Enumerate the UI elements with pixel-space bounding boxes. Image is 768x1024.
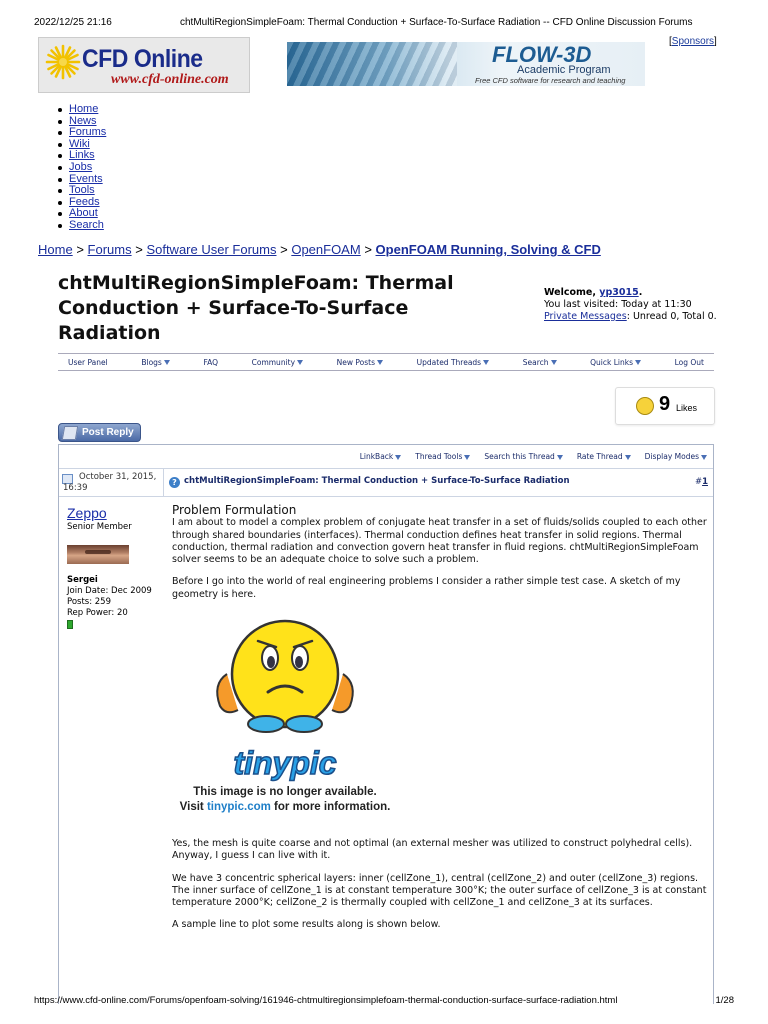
- post-paragraph: Before I go into the world of real engineering problems I consider a rather simple test case. A sketch of my geometry is here.: [172, 576, 681, 600]
- menu-label: Quick Links: [590, 357, 633, 367]
- sponsors-link[interactable]: Sponsors: [671, 36, 715, 47]
- nav-item: [56, 220, 106, 232]
- menu-blogs[interactable]: [141, 358, 170, 367]
- nav-search[interactable]: Search: [69, 218, 104, 231]
- menu-user-panel[interactable]: [68, 358, 108, 367]
- post-paragraph: I am about to model a complex problem of conjugate heat transfer in a set of fluids/solids coupled to each other through shared boundaries (interfaces). Thermal conduction defines heat transfer in solid regions. Thermal conduction, thermal radiation and convection govern heat transfer in fluid regions. chtMultiRegionSimpleFoam solver seems to be an adequate choice to solve such a problem.: [172, 517, 707, 566]
- chevron-down-icon: [377, 360, 383, 365]
- welcome-box: [544, 287, 717, 323]
- user-join-date: Join Date: Dec 2009: [67, 586, 152, 596]
- toolbar-rate-thread[interactable]: [577, 452, 631, 461]
- private-messages-link[interactable]: Private Messages: [544, 311, 627, 322]
- crumb-home[interactable]: Home: [38, 242, 73, 257]
- chevron-down-icon: [557, 455, 563, 460]
- menu-community[interactable]: [252, 358, 303, 367]
- toolbar-thread-tools[interactable]: [415, 452, 470, 461]
- post-paragraph: We have 3 concentric spherical layers: inner (cellZone_1), central (cellZone_2) and outer (cellZone_3) regions. The inner surface of cellZone_1 is at constant temperature 300°K; the outer surface of cellZone_3 is at constant temperature 2000°K; cellZone_2 is thermally coupled with cellZone_1 and cellZone_3 at its surfaces.: [172, 872, 707, 909]
- user-posts: Posts: 259: [67, 597, 112, 607]
- sun-icon: [45, 44, 81, 80]
- sponsors-close: ]: [714, 36, 717, 47]
- sponsors: [669, 36, 717, 47]
- nav-wiki[interactable]: Wiki: [69, 137, 90, 150]
- nav-feeds[interactable]: Feeds: [69, 195, 100, 208]
- nav-tools[interactable]: Tools: [69, 184, 95, 197]
- pm-line: [544, 311, 717, 323]
- toolbar-linkback[interactable]: [360, 452, 402, 461]
- post-reply-button[interactable]: [58, 423, 141, 442]
- post-number[interactable]: [695, 477, 708, 487]
- print-header: [34, 17, 726, 31]
- crumb-current[interactable]: OpenFOAM Running, Solving & CFD: [375, 242, 601, 257]
- crumb-sep: >: [76, 242, 84, 257]
- cfd-online-logo[interactable]: [38, 37, 250, 93]
- user-realname: Sergei: [67, 575, 98, 585]
- chevron-down-icon: [164, 360, 170, 365]
- nav-news[interactable]: News: [69, 114, 97, 127]
- print-title: chtMultiRegionSimpleFoam: Thermal Conduction + Surface-To-Surface Radiation -- CFD Online Discussion Forums: [180, 17, 693, 28]
- divider: [163, 469, 164, 496]
- sponsors-open: [: [669, 36, 672, 47]
- print-footer: [34, 995, 734, 1009]
- last-visited: You last visited: Today at 11:30: [544, 299, 692, 310]
- crumb-openfoam[interactable]: OpenFOAM: [291, 242, 361, 257]
- banner-title: FLOW-3D: [492, 42, 592, 67]
- nav-about[interactable]: About: [69, 207, 98, 220]
- menu-label: Log Out: [674, 357, 704, 367]
- image-caption: This image is no longer available.: [193, 786, 377, 798]
- menu-label: Updated Threads: [416, 357, 482, 367]
- crumb-sep: >: [135, 242, 143, 257]
- breadcrumb: [38, 242, 601, 257]
- toolbar-label: LinkBack: [359, 452, 394, 461]
- post-reply-label: Post Reply: [82, 427, 134, 438]
- nav-forums[interactable]: Forums: [69, 126, 107, 139]
- toolbar-display-modes[interactable]: [645, 452, 707, 461]
- post-number-value: 1: [702, 477, 708, 487]
- thread-title: chtMultiRegionSimpleFoam: Thermal Conduction + Surface-To-Surface Radiation: [58, 272, 454, 344]
- likes-label: Likes: [676, 403, 698, 413]
- menu-new-posts[interactable]: [337, 358, 383, 367]
- forum-menubar: [58, 353, 714, 371]
- toolbar-label: Thread Tools: [415, 452, 463, 461]
- welcome-user-link[interactable]: yp3015: [599, 287, 639, 298]
- nav-events[interactable]: Events: [69, 172, 103, 185]
- print-url: https://www.cfd-online.com/Forums/openfoam-solving/161946-chtmultiregionsimplefoam-thermal-conduction-surface-surface-radiation.html: [34, 995, 618, 1006]
- print-page-number: 1/28: [715, 995, 734, 1006]
- user-rank: Senior Member: [67, 522, 132, 532]
- reply-icon: [62, 426, 78, 440]
- caption-post: for more information.: [270, 801, 391, 813]
- menu-label: User Panel: [68, 357, 108, 367]
- post-container: [58, 444, 714, 1004]
- nav-jobs[interactable]: Jobs: [69, 160, 93, 173]
- menu-label: Search: [522, 357, 549, 367]
- chevron-down-icon: [297, 360, 303, 365]
- welcome-suffix: .: [638, 287, 643, 298]
- reputation-icon: [67, 620, 73, 629]
- chevron-down-icon: [635, 360, 641, 365]
- avatar: [67, 545, 129, 564]
- menu-label: FAQ: [203, 357, 218, 367]
- user-rep-power: Rep Power: 20: [67, 608, 128, 618]
- likes-count: 9: [659, 393, 671, 415]
- caption-pre: Visit: [179, 801, 207, 813]
- menu-log-out[interactable]: [675, 358, 704, 367]
- menu-label: Blogs: [141, 357, 162, 367]
- chevron-down-icon: [551, 360, 557, 365]
- logo-brand: CFD Online: [82, 45, 203, 73]
- tinypic-wordmark: tinypic: [233, 745, 337, 781]
- chevron-down-icon: [625, 455, 631, 460]
- post-paragraph: A sample line to plot some results along is shown below.: [172, 919, 441, 931]
- chevron-down-icon: [464, 455, 470, 460]
- post-header: [59, 469, 713, 497]
- main-nav: [56, 104, 106, 232]
- crumb-sep: >: [364, 242, 372, 257]
- post-number-prefix: #: [694, 477, 703, 487]
- unavailable-image: [172, 614, 398, 828]
- post-heading: Problem Formulation: [172, 503, 297, 517]
- post-body: [172, 504, 712, 611]
- tinypic-link[interactable]: tinypic.com: [206, 801, 271, 813]
- nav-links[interactable]: Links: [69, 149, 95, 162]
- crumb-software-user-forums[interactable]: Software User Forums: [146, 242, 277, 257]
- toolbar-label: Rate Thread: [576, 452, 623, 461]
- nav-home[interactable]: Home: [69, 103, 99, 115]
- toolbar-search-thread[interactable]: [484, 452, 562, 461]
- username-link[interactable]: Zeppo: [67, 505, 107, 521]
- menu-label: Community: [251, 357, 296, 367]
- post-paragraph: Yes, the mesh is quite coarse and not optimal (an external mesher was utilized to construct polyhedral cells). Anyway, I guess I can live with it.: [172, 838, 693, 862]
- logo-site: www.cfd-online.com: [111, 72, 229, 87]
- welcome-prefix: Welcome,: [544, 287, 600, 298]
- question-icon: ?: [169, 477, 180, 488]
- chevron-down-icon: [483, 360, 489, 365]
- user-meta: [67, 575, 163, 629]
- menu-quick-links[interactable]: [590, 358, 641, 367]
- thread-toolbar: [59, 445, 713, 469]
- image-caption-link-line: [172, 801, 398, 813]
- post-body-continued: [172, 838, 712, 942]
- chevron-down-icon: [395, 455, 401, 460]
- banner-graphic: [287, 42, 457, 86]
- print-date: 2022/12/25 21:16: [34, 17, 112, 28]
- toolbar-label: Search this Thread: [484, 452, 555, 461]
- pm-counts: : Unread 0, Total 0.: [626, 311, 717, 322]
- welcome-line: [544, 287, 717, 299]
- smiley-icon: [636, 397, 654, 415]
- menu-label: New Posts: [336, 357, 376, 367]
- menu-updated-threads[interactable]: [417, 358, 489, 367]
- chevron-down-icon: [701, 455, 707, 460]
- post-title: chtMultiRegionSimpleFoam: Thermal Conduction + Surface-To-Surface Radiation: [184, 476, 570, 486]
- toolbar-label: Display Modes: [644, 452, 699, 461]
- user-info: [67, 505, 163, 629]
- banner-subtitle: Academic Program: [517, 64, 611, 76]
- banner-tagline: Free CFD software for research and teaching: [475, 76, 626, 85]
- crumb-forums[interactable]: Forums: [87, 242, 132, 257]
- flow3d-banner[interactable]: [287, 42, 645, 86]
- post-date: October 31, 2015, 16:39: [63, 472, 157, 493]
- menu-faq[interactable]: [203, 358, 218, 367]
- crumb-sep: >: [280, 242, 288, 257]
- menu-search[interactable]: [523, 358, 557, 367]
- likes-box[interactable]: [615, 387, 715, 425]
